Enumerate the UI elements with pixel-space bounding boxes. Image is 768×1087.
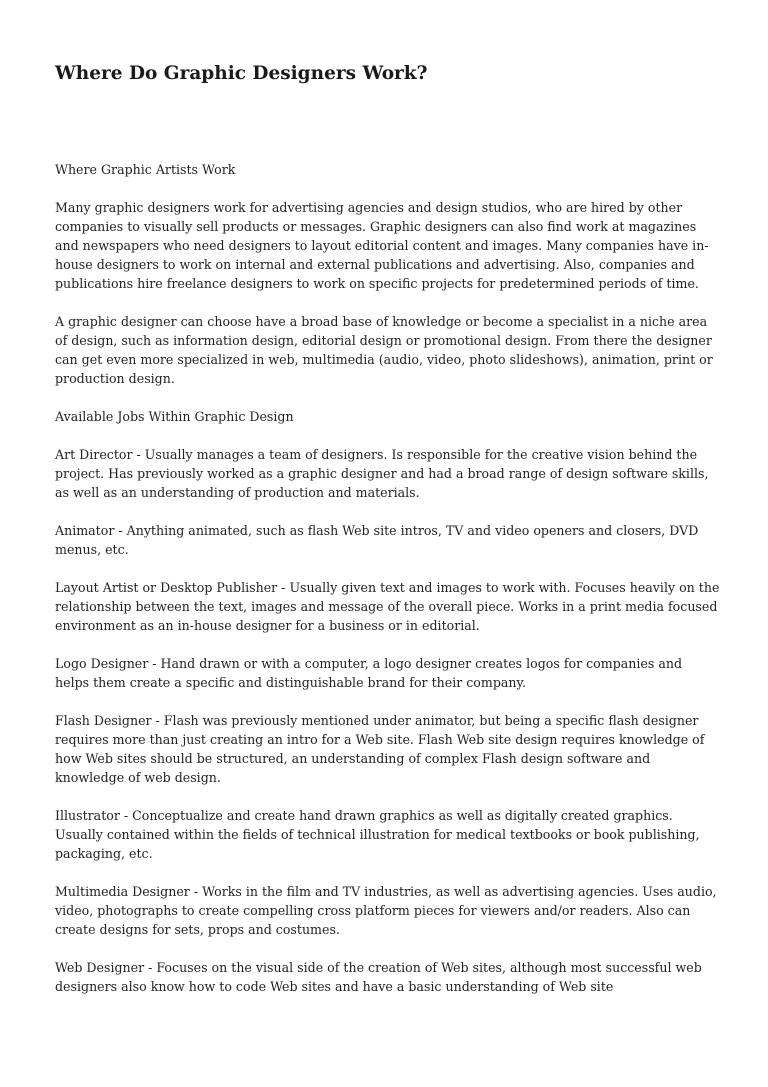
subheading-available-jobs: Available Jobs Within Graphic Design: [55, 409, 294, 424]
paragraph-specialization: A graphic designer can choose have a broad base of knowledge or become a specialist in a niche area of design, such as information design, editorial design or promotional design. From there the designer can get even more specialized in web, multimedia (audio, video, photo slideshows), animation, print or production design.: [55, 314, 713, 386]
document-title: Where Do Graphic Designers Work?: [55, 63, 428, 84]
paragraph-art-director: Art Director - Usually manages a team of designers. Is responsible for the creative vision behind the project. Has previously worked as a graphic designer and had a broad range of design software skills, as well as an understanding of production and materials.: [55, 447, 709, 500]
paragraph-animator: Animator - Anything animated, such as flash Web site intros, TV and video openers and closers, DVD menus, etc.: [55, 523, 699, 557]
paragraph-logo-designer: Logo Designer - Hand drawn or with a computer, a logo designer creates logos for companies and helps them create a specific and distinguishable brand for their company.: [55, 656, 683, 690]
paragraph-web-designer: Web Designer - Focuses on the visual side of the creation of Web sites, although most successful web designers also know how to code Web sites and have a basic understanding of Web site: [55, 960, 702, 994]
paragraph-flash-designer: Flash Designer - Flash was previously mentioned under animator, but being a specific flash designer requires more than just creating an intro for a Web site. Flash Web site design requires knowledge of how Web sites should be structured, an understanding of complex Flash design software and knowledge of web design.: [55, 713, 705, 785]
document-body: [55, 160, 720, 1015]
paragraph-multimedia-designer: Multimedia Designer - Works in the film and TV industries, as well as advertising agencies. Uses audio, video, photographs to create compelling cross platform pieces for viewers and/or readers. Also can create designs for sets, props and costumes.: [55, 884, 717, 937]
paragraph-illustrator: Illustrator - Conceptualize and create hand drawn graphics as well as digitally created graphics. Usually contained within the fields of technical illustration for medical textbooks or book publishing, packaging, etc.: [55, 808, 700, 861]
paragraph-employers: Many graphic designers work for advertising agencies and design studios, who are hired by other companies to visually sell products or messages. Graphic designers can also find work at magazines and newspapers who need designers to layout editorial content and images. Many companies have in-house designers to work on internal and external publications and advertising. Also, companies and publications hire freelance designers to work on specific projects for predetermined periods of time.: [55, 200, 709, 291]
subheading-where-graphic-artists-work: Where Graphic Artists Work: [55, 162, 236, 177]
paragraph-layout-artist: Layout Artist or Desktop Publisher - Usually given text and images to work with. Focuses heavily on the relationship between the text, images and message of the overall piece. Works in a print media focused environment as an in-house designer for a business or in editorial.: [55, 580, 720, 633]
